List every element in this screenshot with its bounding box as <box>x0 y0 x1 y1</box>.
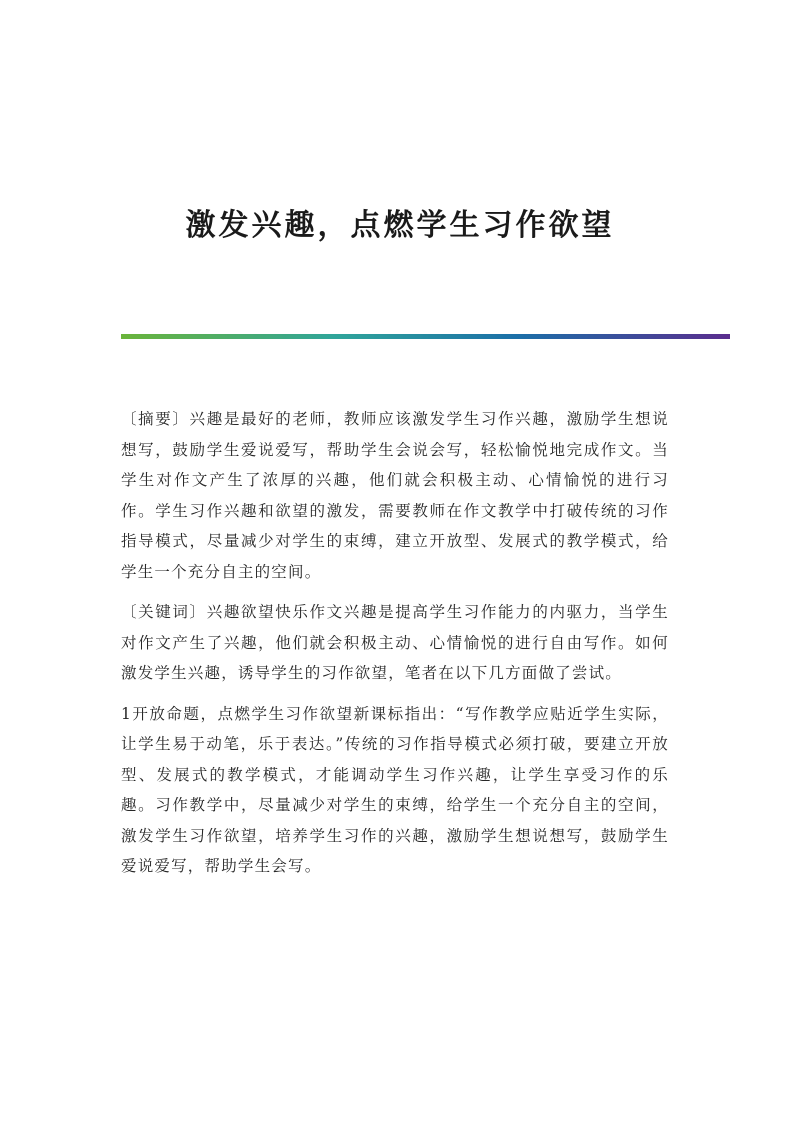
keywords-paragraph: 〔关键词〕兴趣欲望快乐作文兴趣是提高学生习作能力的内驱力，当学生对作文产生了兴趣，他们就会积极主动、心情愉悦的进行自由写作。如何激发学生兴趣，诱导学生的习作欲望，笔者在以下几方面做了尝试。 <box>121 603 669 682</box>
document-body <box>121 404 669 892</box>
section-1-paragraph: 1开放命题，点燃学生习作欲望新课标指出：“写作教学应贴近学生实际，让学生易于动笔，乐于表达。”传统的习作指导模式必须打破，要建立开放型、发展式的教学模式，才能调动学生习作兴趣，让学生享受习作的乐趣。习作教学中，尽量减少对学生的束缚，给学生一个充分自主的空间，激发学生习作欲望，培养学生习作的兴趣，激励学生想说想写，鼓励学生爱说爱写，帮助学生会写。 <box>121 704 669 875</box>
title-divider <box>121 334 730 339</box>
document-title: 激发兴趣，点燃学生习作欲望 <box>185 208 615 244</box>
abstract-paragraph: 〔摘要〕兴趣是最好的老师，教师应该激发学生习作兴趣，激励学生想说想写，鼓励学生爱说爱写，帮助学生会说会写，轻松愉悦地完成作文。当学生对作文产生了浓厚的兴趣，他们就会积极主动、心情愉悦的进行习作。学生习作兴趣和欲望的激发，需要教师在作文教学中打破传统的习作指导模式，尽量减少对学生的束缚，建立开放型、发展式的教学模式，给学生一个充分自主的空间。 <box>121 410 669 581</box>
